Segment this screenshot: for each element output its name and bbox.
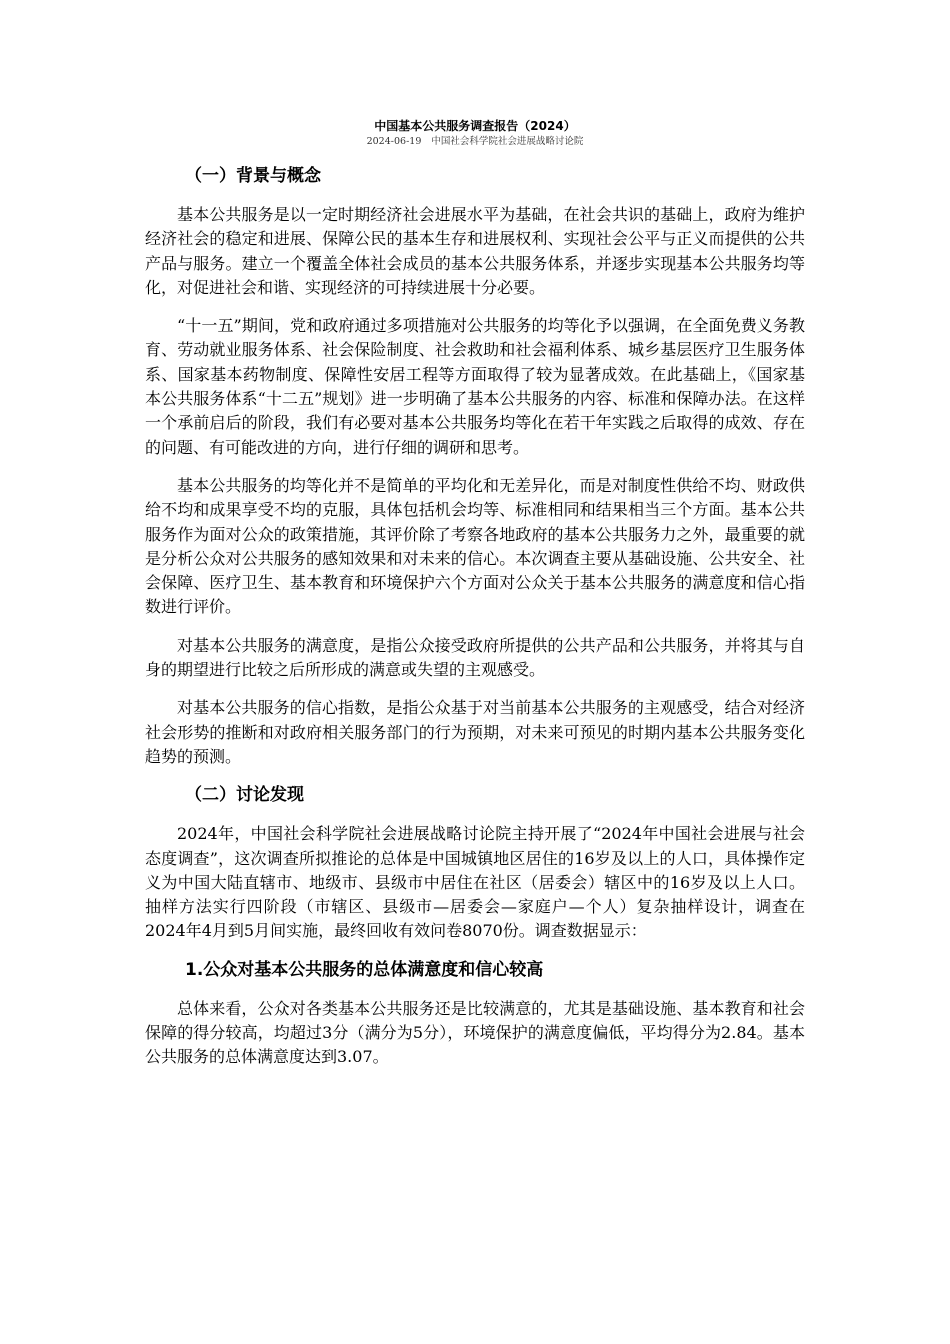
paragraph: 对基本公共服务的满意度，是指公众接受政府所提供的公共产品和公共服务，并将其与自身的期望进行比较之后所形成的满意或失望的主观感受。 (145, 635, 805, 680)
subsection-heading-satisfaction: 1.公众对基本公共服务的总体满意度和信心较高 (185, 959, 544, 980)
paragraph: 总体来看，公众对各类基本公共服务还是比较满意的，尤其是基础设施、基本教育和社会保障的得分较高，均超过3分（满分为5分），环境保护的满意度偏低，平均得分为2.84。基本公共服务的总体满意度达到3.07。 (145, 998, 805, 1067)
section-heading-background: （一）背景与概念 (185, 166, 321, 186)
document-body (145, 164, 805, 1084)
document-meta (0, 135, 950, 148)
document-title: 中国基本公共服务调查报告（2024） (374, 119, 576, 133)
paragraph: “十一五”期间，党和政府通过多项措施对公共服务的均等化予以强调，在全面免费义务教育、劳动就业服务体系、社会保险制度、社会救助和社会福利体系、城乡基层医疗卫生服务体系、国家基本药物制度、保障性安居工程等方面取得了较为显著成效。在此基础上，《国家基本公共服务体系“十二五”规划》进一步明确了基本公共服务的内容、标准和保障办法。在这样一个承前启后的阶段，我们有必要对基本公共服务均等化在若干年实践之后取得的成效、存在的问题、有可能改进的方向，进行仔细的调研和思考。 (145, 316, 805, 457)
publish-date: 2024-06-19 (366, 136, 422, 147)
paragraph: 基本公共服务是以一定时期经济社会进展水平为基础，在社会共识的基础上，政府为维护经济社会的稳定和进展、保障公民的基本生存和进展权利、实现社会公平与正义而提供的公共产品与服务。建立一个覆盖全体社会成员的基本公共服务体系，并逐步实现基本公共服务均等化，对促进社会和谐、实现经济的可持续进展十分必要。 (145, 205, 805, 297)
paragraph: 2024年，中国社会科学院社会进展战略讨论院主持开展了“2024年中国社会进展与社会态度调查”，这次调查所拟推论的总体是中国城镇地区居住的16岁及以上的人口，具体操作定义为中国大陆直辖市、地级市、县级市中居住在社区（居委会）辖区中的16岁及以上人口。抽样方法实行四阶段（市辖区、县级市—居委会—家庭户—个人）复杂抽样设计，调查在2024年4月到5月间实施，最终回收有效问卷8070份。调查数据显示： (145, 824, 805, 941)
publisher-source: 中国社会科学院社会进展战略讨论院 (431, 136, 584, 147)
paragraph: 基本公共服务的均等化并不是简单的平均化和无差异化，而是对制度性供给不均、财政供给不均和成果享受不均的克服，具体包括机会均等、标准相同和结果相当三个方面。基本公共服务作为面对公众的政策措施，其评价除了考察各地政府的基本公共服务力之外，最重要的就是分析公众对公共服务的感知效果和对未来的信心。本次调查主要从基础设施、公共安全、社会保障、医疗卫生、基本教育和环境保护六个方面对公众关于基本公共服务的满意度和信心指数进行评价。 (145, 475, 805, 617)
section-heading-findings: （二）讨论发现 (185, 785, 304, 806)
paragraph: 对基本公共服务的信心指数，是指公众基于对当前基本公共服务的主观感受，结合对经济社会形势的推断和对政府相关服务部门的行为预期，对未来可预见的时期内基本公共服务变化趋势的预测。 (145, 698, 805, 766)
